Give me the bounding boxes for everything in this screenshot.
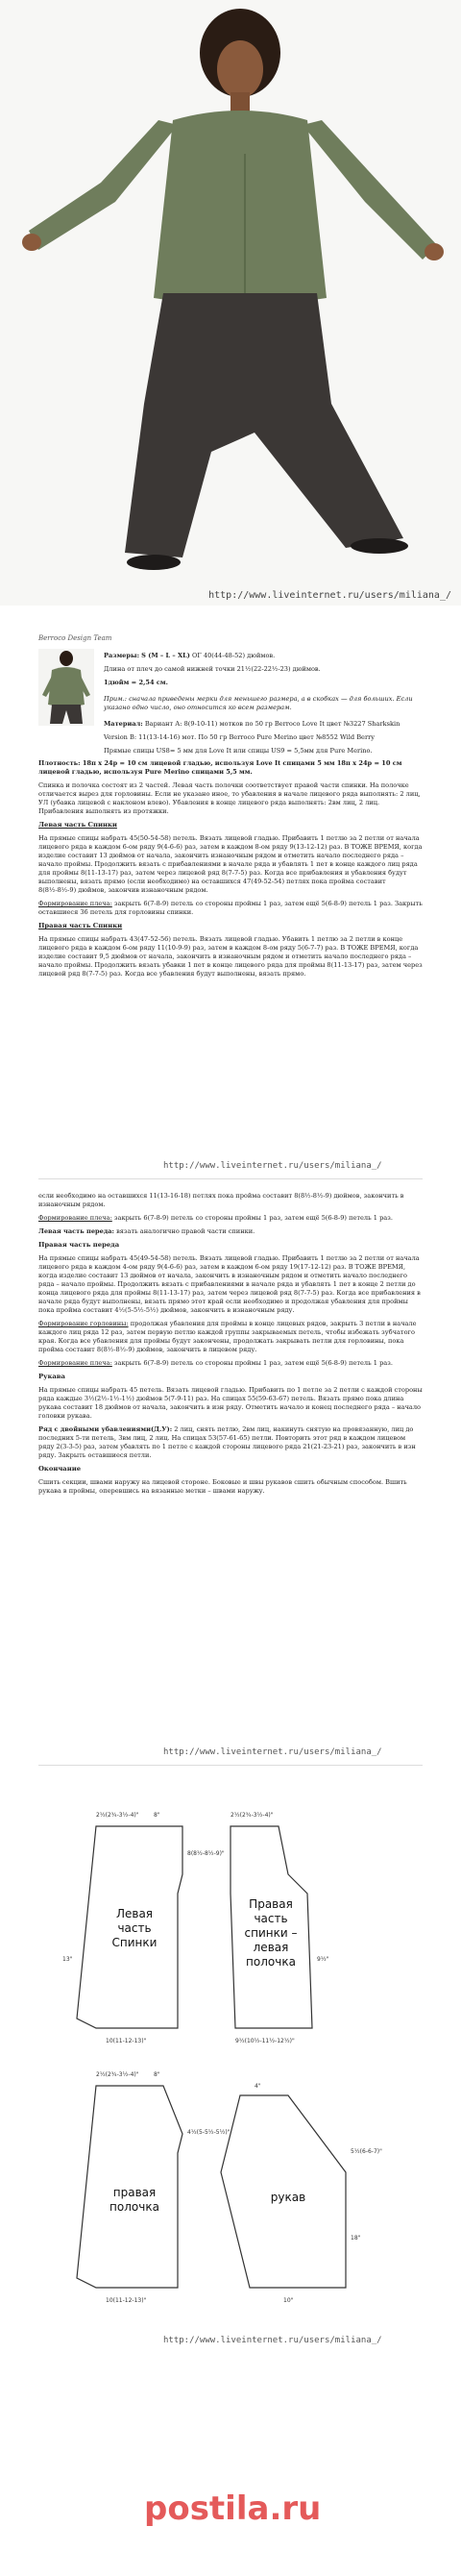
- dim-side-a: 8(8½-8½-9)": [187, 1850, 225, 1857]
- part3-shoulder2-text: закрыть 6(7-8-9) петель со стороны проймы 1 раз, затем ещё 5(6-8-9) петель 1 раз.: [113, 1359, 393, 1367]
- dim-front-top-a: 2½(2¾-3½-4)": [96, 2071, 139, 2078]
- brand-line: [38, 634, 111, 642]
- dim-sleeve-side-a: 5½(6-6-7)": [351, 2148, 382, 2155]
- sizes-value: S (M – L – XL): [141, 652, 190, 659]
- neck-text: продолжая убавления для проймы в конце лицевых рядов, закрыть 3 петли в начале каждого лиц ряда 12 раз, затем первую петлю каждой группы закрываемых петель, чтобы избежать зубчатого края. Когда все убавления для проймы будут закончены, продолжать закрывать петли для горловины, пока пройма составит 8(8½-8½-9) дюймов, закончить в лицевом ряду.: [38, 1320, 417, 1353]
- materials-label: Материал:: [104, 720, 143, 728]
- front-right-label-1: правая: [112, 2186, 157, 2199]
- back-right-label-1: Правая: [249, 1897, 293, 1911]
- finish-heading: Окончание: [38, 1465, 82, 1473]
- length-line: Длина от плеч до самой нижней точки 21½(22-22½-23) дюймов.: [104, 665, 321, 673]
- back-left-label-3: Спинки: [111, 1936, 158, 1949]
- dim-top-right: 2½(2¾-3½-4)": [230, 1812, 274, 1819]
- page2-section: [38, 1192, 423, 1500]
- watermark-url-3: http://www.liveinternet.ru/users/miliana_/: [163, 1747, 382, 1757]
- dim-bottom-right: 9½(10½-11½-12½)": [235, 2038, 295, 2044]
- part1-shoulder: [38, 900, 423, 917]
- model-photo-drawing: [0, 0, 461, 606]
- dim-bottom-left: 10(11-12-13)": [106, 2038, 147, 2044]
- watermark-url: http://www.liveinternet.ru/users/miliana_/: [208, 590, 451, 601]
- dim-top-left-a: 2½(2¾-3½-4)": [96, 1812, 139, 1819]
- part2-heading: Правая часть Спинки: [38, 922, 123, 929]
- part1-shoulder-text: закрыть 6(7-8-9) петель со стороны проймы 1 раз, затем ещё 5(6-8-9) петель 1 раз. Закрыть оставшиеся 36 петель для горловины спинки.: [38, 900, 423, 916]
- brand-text: Berroco Design Team: [38, 634, 112, 642]
- page-divider-2: [38, 1765, 423, 1766]
- materials-value: Вариант А: 8(9-10-11) мотков по 50 гр Berroco Love It цвет №3227 Sharkskin: [144, 720, 400, 728]
- part3-shoulder-text: закрыть 6(7-8-9) петель со стороны проймы 1 раз, затем ещё 5(6-8-9) петель 1 раз.: [113, 1214, 393, 1222]
- sweater-thumbnail: [38, 649, 94, 726]
- sleeve-label: рукав: [270, 2191, 306, 2204]
- dim-sleeve-bottom: 10": [283, 2297, 294, 2304]
- materials-line: [104, 720, 421, 729]
- sleeve-heading: Рукава: [38, 1373, 65, 1380]
- back-right-label-3: спинки –: [244, 1926, 298, 1940]
- part2-body: На прямые спицы набрать 43(47-52-56) петель. Вязать лицевой гладью. Убавить 1 петлю за 2 петли в конце лицевого ряда в каждом 6-ом ряду 11(10-9-9) раз, затем в каждом 8-ом ряду 5(6-7-7) раз. В ТОЖЕ ВРЕМЯ, когда изделие составит 9,5 дюймов от начала, закончить в изнаночным рядом и отметить начало последнего ряда – начало проймы. Продолжить вязать убавки 1 пет в конце лицевого ряда для проймы 8(11-13-17) раз, затем через лицевой ряд 8(7-7-5) раз. Когда все убавления будут выполнены, вязать прямо.: [38, 935, 423, 978]
- left-front-label: Левая часть переда:: [38, 1227, 114, 1235]
- inch-line: 1дюйм = 2,54 см.: [104, 679, 168, 686]
- dim-side-b: 13": [62, 1956, 73, 1963]
- neck-label: Формирование горловины:: [38, 1320, 129, 1327]
- part3-shoulder2: [38, 1359, 423, 1368]
- dim-front-side: 4½(5-5½-5½)": [187, 2129, 230, 2136]
- watermark-url-2: http://www.liveinternet.ru/users/miliana_/: [163, 1161, 382, 1171]
- front-right-label-2: полочка: [109, 2200, 159, 2214]
- needles-line: Прямые спицы US8= 5 мм для Love It или спицы US9 = 5,5мм для Pure Merino.: [104, 747, 373, 755]
- back-left-label-2: часть: [117, 1921, 152, 1935]
- sizes-line: [104, 652, 421, 660]
- left-front-text: вязать аналогично правой части спинки.: [116, 1227, 255, 1235]
- part3-shoulder2-label: Формирование плеча:: [38, 1359, 112, 1367]
- dim-sleeve-side-b: 18": [351, 2235, 361, 2242]
- left-front-line: [38, 1227, 423, 1236]
- dim-side-c: 9½": [317, 1956, 329, 1963]
- sizes-rest: ОГ 40(44-48-52) дюймов.: [192, 652, 276, 659]
- cap-line: [38, 1425, 423, 1460]
- part3-shoulder: [38, 1214, 423, 1223]
- intro-section: [104, 652, 421, 760]
- dim-front-bottom: 10(11-12-13)": [106, 2297, 147, 2304]
- part3-shoulder-label: Формирование плеча:: [38, 1214, 112, 1222]
- cap-label: Ряд с двойными убавлениями(Д.У):: [38, 1425, 173, 1433]
- back-right-label-2: часть: [254, 1912, 288, 1925]
- footer: [0, 2461, 461, 2576]
- part3-body: На прямые спицы набрать 45(49-54-58) петель. Вязать лицевой гладью. Прибавить 1 петлю за 2 петли от начала лицевого ряда в каждом 4-ом ряду 9(4-6-6) раз, затем в каждом 6-ом ряду 19(17-12-12) раз. В ТОЖЕ ВРЕМЯ, когда изделие составит 13 дюймов от начала, закончить в изнаночным рядом и отметить начало последнего ряда – начало проймы. Продолжить вязать с прибавлениями в начале ряда и убавлять 1 пет в конце 2 петли до конца лицевого ряда для проймы 8(11-13-17) раз, затем через лицевой ряд 8(7-7-5) раз. Когда все прибавления в начале ряда будут выполнены, вязать прямо этот край если необходимо и продолжая убавления для проймы пока пройма составит 4½(5-5½-5½) дюймов, закончить в изнаночным ряду.: [38, 1254, 421, 1314]
- finish-body: Сшить секции, швами наружу на лицевой стороне. Боковые и швы рукавов сшить обычным способом. Вшить рукава в проймы, оперевшись на вязанные метки – швами наружу.: [38, 1478, 407, 1495]
- materials-b-line: Version B: 11(13-14-16) мот. По 50 гр Berroco Pure Merino цвет №8552 Wild Berry: [104, 733, 375, 741]
- part1-shoulder-label: Формирование плеча:: [38, 900, 112, 907]
- page-divider: [38, 1178, 423, 1179]
- footer-logo[interactable]: postila.ru: [144, 2489, 322, 2528]
- note-line: Прим.: сначала приведены мерки для меньшего размера, а в скобках — для больших. Если указано одно число, оно относится ко всем размерам.: [104, 695, 413, 711]
- construction-text: Спинка и полочка состоят из 2 частей. Левая часть полочки соответствует правой части спинки. На полочке отличается вырез для горловины. Если не указано иное, то убавления в начале лицевого ряда выполнять: 2 лиц, УЛ (убавка лицевой с наклоном влево). Убавления в конце лицевого ряда выполнять: 2вм лиц, 2 лиц. Прибавления выполнять из протяжки.: [38, 781, 421, 815]
- density-section: [38, 759, 423, 983]
- part3-heading: Правая часть переда: [38, 1241, 120, 1249]
- model-photo: [0, 0, 461, 606]
- density-text: Плотность: 18п x 24р = 10 см лицевой гладью, используя Love It спицами 5 мм 18п x 24р = 10 см лицевой гладью, используя Pure Merino спицами 5,5 мм.: [38, 759, 402, 776]
- dim-sleeve-top: 4": [255, 2083, 261, 2090]
- back-left-label-1: Левая: [115, 1907, 154, 1920]
- dim-top-left-b: 8": [154, 1812, 160, 1819]
- cap-text: 2 лиц, снять петлю, 2вм лиц, накинуть снятую на провязанную, лиц до последних 5-ти петель, 3вм лиц, 2 лиц. На спицах 53(57-61-65) петли. Повторить этот ряд в каждом лицевом ряду 2(3-3-5) раз, затем убавлять по 1 петле с каждой стороны лицевого ряда 21(21-23-21) раз, закончить в изн ряду. Закрыть оставшиеся петли.: [38, 1425, 416, 1459]
- watermark-url-4: http://www.liveinternet.ru/users/miliana_/: [163, 2336, 382, 2345]
- sleeve-body: На прямые спицы набрать 45 петель. Вязать лицевой гладью. Прибавить по 1 петле за 2 петли с каждой стороны ряда каждые 3½(2½-1½-1½) дюймов 5(7-9-11) раз. На спицах 55(59-63-67) петель. Вязать прямо пока длина рукава составит 18 дюймов от начала, закончить в изн ряду. Отметить начало и конец последнего ряда – начало головки рукава.: [38, 1386, 423, 1420]
- back-right-label-4: левая: [253, 1941, 289, 1954]
- dim-front-top-b: 8": [154, 2071, 160, 2078]
- sizes-label: Размеры:: [104, 652, 140, 659]
- back-right-label-5: полочка: [246, 1955, 296, 1969]
- neck-line: [38, 1320, 423, 1354]
- part1-heading: Левая часть Спинки: [38, 821, 117, 829]
- part1-body: На прямые спицы набрать 45(50-54-58) петель. Вязать лицевой гладью. Прибавить 1 петлю за 2 петли от начала лицевого ряда в каждом 6-ом ряду 9(4-6-6) раз, затем в каждом 8-ом ряду 9(13-12-12) раз. В ТОЖЕ ВРЕМЯ, когда изделие составит 13 дюймов от начала, закончить изнаночным рядом и отметить начало последнего ряда – начало проймы. Продолжить вязать с прибавлениями в начале ряда и убавлять 1 пет в конце каждого лиц ряда для проймы 8(11-13-17) раз, затем через лицевой ряд 8(7-7-5) раз. Когда все прибавления и убавления будут выполнены, вязать прямо (если необходимо) на оставшихся 47(49-52-54) петлях пока пройма составит 8(8½-8½-9) дюймов, закончив изнаночным рядом.: [38, 834, 423, 894]
- cont1-text: если необходимо на оставшихся 11(13-16-18) петлях пока пройма составит 8(8½-8½-9) дюймов, закончить в изнаночным рядом.: [38, 1192, 404, 1208]
- schematic-diagram: [58, 1788, 403, 2326]
